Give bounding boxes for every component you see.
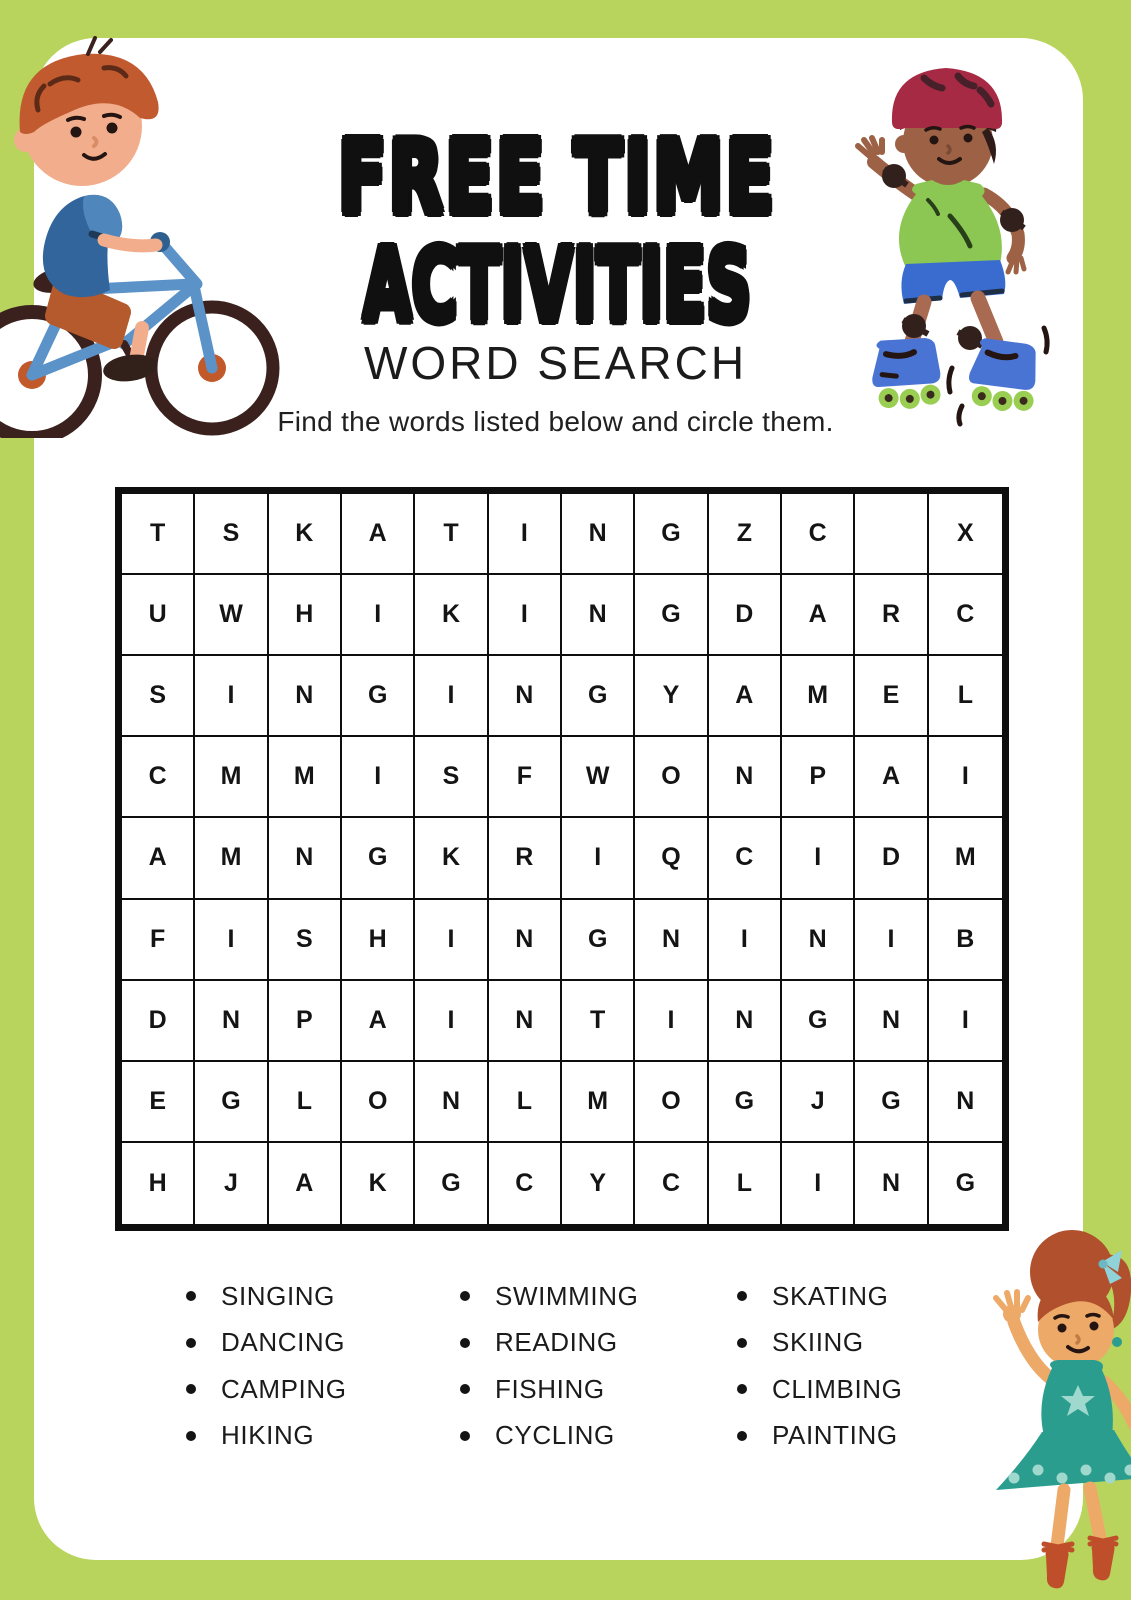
- bullet-icon: [186, 1291, 196, 1301]
- grid-cell: I: [342, 737, 415, 818]
- grid-cell: T: [415, 494, 488, 575]
- grid-cell: I: [709, 900, 782, 981]
- grid-cell: M: [195, 737, 268, 818]
- grid-cell: C: [709, 818, 782, 899]
- grid-cell: F: [489, 737, 562, 818]
- grid-cell: K: [342, 1143, 415, 1224]
- grid-cell: N: [855, 981, 928, 1062]
- word-list-item: [737, 1413, 902, 1460]
- grid-cell: I: [782, 818, 855, 899]
- ballet-shoe: [1046, 1548, 1069, 1588]
- grid-cell: K: [415, 818, 488, 899]
- grid-cell: S: [122, 656, 195, 737]
- grid-cell: [855, 494, 928, 575]
- left-skate: [868, 335, 943, 413]
- word-list-item: [460, 1413, 737, 1460]
- grid-cell: F: [122, 900, 195, 981]
- grid-cell: N: [489, 656, 562, 737]
- bullet-icon: [186, 1431, 196, 1441]
- grid-cell: L: [489, 1062, 562, 1143]
- grid-cell: O: [635, 1062, 708, 1143]
- word-list-column: [460, 1273, 737, 1459]
- grid-cell: D: [122, 981, 195, 1062]
- grid-cell: G: [855, 1062, 928, 1143]
- word-list-item: [460, 1273, 737, 1320]
- word-label: READING: [495, 1327, 618, 1358]
- page-title-line1: FREE TIME: [338, 119, 777, 236]
- grid-cell: P: [782, 737, 855, 818]
- grid-cell: L: [709, 1143, 782, 1224]
- word-list-item: [460, 1320, 737, 1367]
- grid-cell: C: [122, 737, 195, 818]
- grid-cell: S: [195, 494, 268, 575]
- word-label: SKATING: [772, 1280, 889, 1311]
- grid-cell: L: [929, 656, 1002, 737]
- instruction-text: Find the words listed below and circle them.: [277, 406, 834, 437]
- word-label: HIKING: [221, 1420, 315, 1451]
- grid-cell: P: [269, 981, 342, 1062]
- grid-cell: O: [635, 737, 708, 818]
- word-list: [186, 1273, 902, 1459]
- grid-cell: E: [122, 1062, 195, 1143]
- bullet-icon: [737, 1338, 747, 1348]
- grid-cell: I: [415, 656, 488, 737]
- grid-cell: A: [269, 1143, 342, 1224]
- grid-cell: C: [782, 494, 855, 575]
- grid-cell: A: [342, 494, 415, 575]
- grid-cell: T: [122, 494, 195, 575]
- word-label: SWIMMING: [495, 1280, 639, 1311]
- bullet-icon: [186, 1338, 196, 1348]
- grid-cell: G: [342, 656, 415, 737]
- word-list-item: [737, 1366, 902, 1413]
- grid-cell: G: [782, 981, 855, 1062]
- earring: [1112, 1337, 1122, 1347]
- grid-cell: M: [929, 818, 1002, 899]
- word-list-item: [737, 1273, 902, 1320]
- grid-cell: X: [929, 494, 1002, 575]
- grid-cell: I: [489, 494, 562, 575]
- grid-cell: B: [929, 900, 1002, 981]
- grid-cell: I: [782, 1143, 855, 1224]
- grid-cell: G: [195, 1062, 268, 1143]
- bullet-icon: [186, 1384, 196, 1394]
- grid-cell: N: [709, 981, 782, 1062]
- grid-cell: I: [489, 575, 562, 656]
- word-list-column: [737, 1273, 902, 1459]
- bullet-icon: [737, 1291, 747, 1301]
- grid-cell: N: [635, 900, 708, 981]
- grid-cell: A: [855, 737, 928, 818]
- grid-cell: I: [562, 818, 635, 899]
- word-label: CAMPING: [221, 1373, 347, 1404]
- grid-cell: G: [955, 1168, 976, 1197]
- grid-cell: N: [709, 737, 782, 818]
- dancing-girl-illustration: [932, 1210, 1131, 1600]
- bullet-icon: [460, 1291, 470, 1301]
- word-list-item: [186, 1320, 460, 1367]
- grid-cell: K: [269, 494, 342, 575]
- word-list-item: [186, 1273, 460, 1320]
- word-search-grid: [115, 487, 1009, 1231]
- grid-cell: N: [929, 1062, 1002, 1143]
- grid-cell: I: [415, 900, 488, 981]
- word-label: PAINTING: [772, 1420, 898, 1451]
- rollerskater-illustration: [812, 42, 1062, 427]
- grid-cell: C: [929, 575, 1002, 656]
- grid-cell: I: [415, 981, 488, 1062]
- grid-cell: Q: [635, 818, 708, 899]
- grid-cell: R: [489, 818, 562, 899]
- grid-cell: N: [415, 1062, 488, 1143]
- grid-cell: G: [562, 656, 635, 737]
- grid-cell: N: [269, 818, 342, 899]
- grid-cell: I: [342, 575, 415, 656]
- grid-cell: G: [342, 818, 415, 899]
- grid-cell: G: [415, 1143, 488, 1224]
- grid-cell: I: [195, 656, 268, 737]
- grid-cell: W: [562, 737, 635, 818]
- word-list-item: [460, 1366, 737, 1413]
- grid-cell: G: [635, 494, 708, 575]
- grid-cell: K: [415, 575, 488, 656]
- word-list-item: [737, 1320, 902, 1367]
- grid-cell: N: [195, 981, 268, 1062]
- skater-shorts: [901, 260, 1005, 304]
- right-skate: [966, 337, 1038, 414]
- page-title-line2: ACTIVITIES: [363, 227, 752, 344]
- word-list-column: [186, 1273, 460, 1459]
- grid-cell: I: [929, 981, 1002, 1062]
- grid-cell: A: [782, 575, 855, 656]
- grid-cell: I: [855, 900, 928, 981]
- grid-cell: M: [269, 737, 342, 818]
- page-subtitle: WORD SEARCH: [363, 337, 748, 389]
- grid-cell: Z: [709, 494, 782, 575]
- word-label: CLIMBING: [772, 1373, 903, 1404]
- grid-cell: A: [342, 981, 415, 1062]
- grid-cell: H: [269, 575, 342, 656]
- grid-cell: N: [562, 494, 635, 575]
- grid-cell: L: [269, 1062, 342, 1143]
- grid-cell: C: [489, 1143, 562, 1224]
- word-label: DANCING: [221, 1327, 346, 1358]
- word-label: SINGING: [221, 1280, 335, 1311]
- boy-on-bicycle-illustration: [0, 28, 302, 438]
- grid-cell: I: [635, 981, 708, 1062]
- bullet-icon: [460, 1431, 470, 1441]
- word-label: SKIING: [772, 1327, 864, 1358]
- grid-cell: G: [709, 1062, 782, 1143]
- grid-cell: N: [489, 900, 562, 981]
- grid-cell: O: [342, 1062, 415, 1143]
- grid-cell: N: [269, 656, 342, 737]
- dancing-girl: [996, 1230, 1131, 1588]
- grid-cell: C: [635, 1143, 708, 1224]
- grid-cell: U: [122, 575, 195, 656]
- grid-cell: M: [782, 656, 855, 737]
- grid-cell: A: [122, 818, 195, 899]
- bullet-icon: [460, 1338, 470, 1348]
- grid-cell: W: [195, 575, 268, 656]
- grid-cell: H: [342, 900, 415, 981]
- grid-cell: A: [709, 656, 782, 737]
- grid-cell: M: [562, 1062, 635, 1143]
- grid-cell: Y: [562, 1143, 635, 1224]
- grid-cell: S: [269, 900, 342, 981]
- grid-cell: N: [489, 981, 562, 1062]
- grid-cell: E: [855, 656, 928, 737]
- word-list-item: [186, 1366, 460, 1413]
- grid-cell: M: [195, 818, 268, 899]
- grid-cell: I: [195, 900, 268, 981]
- grid-cell: N: [562, 575, 635, 656]
- word-list-item: [186, 1413, 460, 1460]
- grid-cell: H: [122, 1143, 195, 1224]
- word-label: FISHING: [495, 1373, 605, 1404]
- grid-cell: N: [855, 1143, 928, 1224]
- bullet-icon: [737, 1431, 747, 1441]
- bullet-icon: [460, 1384, 470, 1394]
- grid-cell: J: [195, 1143, 268, 1224]
- grid-cell: N: [782, 900, 855, 981]
- grid-cell: Y: [635, 656, 708, 737]
- word-label: CYCLING: [495, 1420, 615, 1451]
- grid-cell: I: [929, 737, 1002, 818]
- bullet-icon: [737, 1384, 747, 1394]
- grid-cell: S: [415, 737, 488, 818]
- grid-cell: G: [562, 900, 635, 981]
- grid-cell: D: [709, 575, 782, 656]
- skater-boy: [858, 68, 1039, 414]
- grid-cell: J: [782, 1062, 855, 1143]
- grid-cell: T: [562, 981, 635, 1062]
- grid-cell: D: [855, 818, 928, 899]
- grid-cell: G: [635, 575, 708, 656]
- grid-cell: R: [855, 575, 928, 656]
